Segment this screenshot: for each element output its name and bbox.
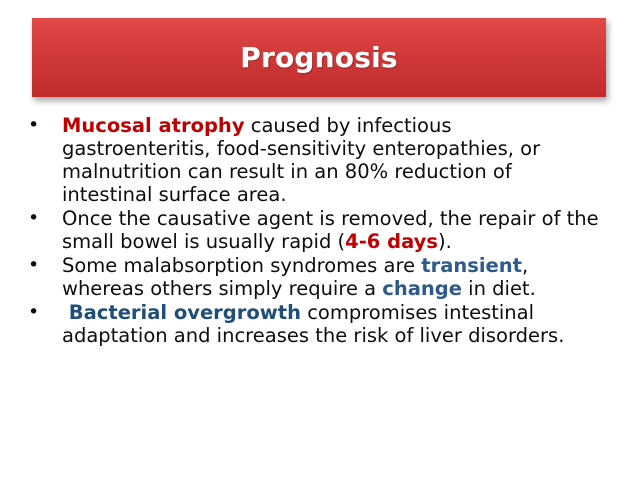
bullet-text: ). <box>438 230 452 253</box>
bullet-marker: • <box>28 254 40 276</box>
bullet-marker: • <box>28 301 40 323</box>
bullet-text: caused by infectious gastroenteritis, food-sensitivity enteropathies, or malnutrition can result in an 80% reduction of intestinal surface area. <box>62 114 541 206</box>
bullet-text: compromises intestinal adaptation and increases the risk of liver disorders. <box>62 301 565 347</box>
bullet-list <box>24 114 604 348</box>
emphasis-text: change <box>382 277 462 300</box>
bullet-text: in diet. <box>461 277 536 300</box>
bullet-text: Once the causative agent is removed, the repair of the small bowel is usually rapid ( <box>62 207 599 253</box>
bullet-text: Some malabsorption syndromes are <box>62 254 422 277</box>
slide-title: Prognosis <box>240 41 398 74</box>
emphasis-text: Bacterial overgrowth <box>62 301 301 324</box>
emphasis-text: transient <box>421 254 522 277</box>
bullet-marker: • <box>28 207 40 229</box>
emphasis-text: Mucosal atrophy <box>62 114 245 137</box>
bullet-item <box>24 207 604 253</box>
bullet-item <box>24 301 604 347</box>
bullet-marker: • <box>28 114 40 136</box>
bullet-item <box>24 114 604 206</box>
emphasis-text: 4-6 days <box>345 230 438 253</box>
bullet-text: , whereas others simply require a <box>62 254 529 300</box>
bullet-item <box>24 254 604 300</box>
title-banner <box>32 18 606 97</box>
